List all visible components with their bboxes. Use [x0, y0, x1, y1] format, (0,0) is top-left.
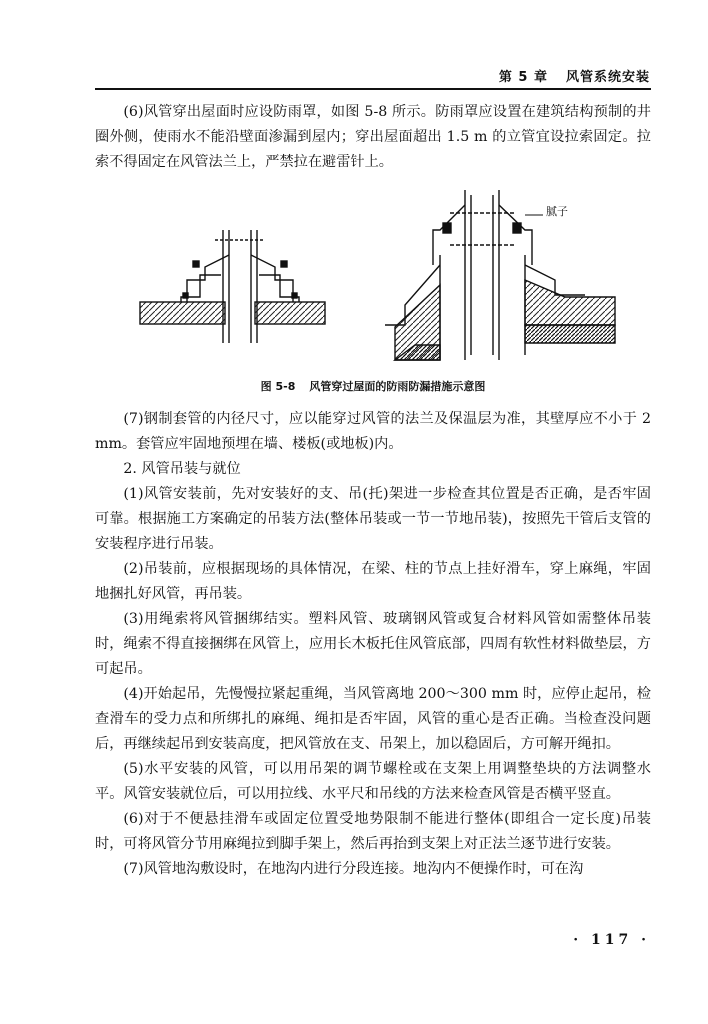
paragraph: (7)风管地沟敷设时，在地沟内进行分段连接。地沟内不便操作时，可在沟 — [123, 861, 584, 877]
figure-caption — [95, 378, 651, 394]
paragraph: (4)开始起吊，先慢慢拉紧起重绳，当风管离地 200～300 mm 时，应停止起吊，检查滑车的受力点和所绑扎的麻绳、绳扣是否牢固，风管的重心是否正确。当检查没问题后，再继续起吊到安装高度，把风管放在支、吊架上，加以稳固后，方可解开绳扣。 — [95, 686, 651, 752]
left-roof-detail — [140, 230, 325, 343]
paragraph: (2)吊装前，应根据现场的具体情况，在梁、柱的节点上挂好滑车，穿上麻绳，牢固地捆扎好风管，再吊装。 — [95, 561, 651, 602]
section-heading: 2. 风管吊装与就位 — [123, 461, 241, 477]
header-rule — [95, 88, 651, 90]
figure-5-8 — [95, 185, 651, 375]
paragraph: (5)水平安装的风管，可以用吊架的调节螺栓或在支架上用调整垫块的方法调整水平。风管安装就位后，可以用拉线、水平尺和吊线的方法来检查风管是否横平竖直。 — [95, 761, 651, 802]
paragraph: (1)风管安装前，先对安装好的支、吊(托)架进一步检查其位置是否正确，是否牢固可靠。根据施工方案确定的吊装方法(整体吊装或一节一节地吊装)，按照先干管后支管的安装程序进行吊装。 — [95, 486, 651, 552]
paragraph: (3)用绳索将风管捆绑结实。塑料风管、玻璃钢风管或复合材料风管如需整体吊装时，绳索不得直接捆绑在风管上，应用长木板托住风管底部，四周有软性材料做垫层，方可起吊。 — [95, 611, 651, 677]
text-block-top — [95, 100, 651, 175]
figure-title: 风管穿过屋面的防雨防漏措施示意图 — [309, 380, 486, 393]
paragraph: (6)对于不便悬挂滑车或固定位置受地势限制不能进行整体(即组合一定长度)吊装时，可将风管分节用麻绳拉到脚手架上，然后再抬到支架上对正法兰逐节进行安装。 — [95, 811, 651, 852]
figure-number: 图 5-8 — [260, 380, 296, 393]
running-header — [95, 66, 650, 85]
chapter-title: 风管系统安装 — [565, 70, 650, 85]
text-block-bottom — [95, 407, 651, 882]
putty-label: 腻子 — [546, 205, 568, 218]
right-roof-detail — [385, 190, 615, 360]
page-number: · 117 · — [573, 932, 650, 948]
chapter-number: 第 5 章 — [498, 70, 548, 85]
paragraph: (6)风管穿出屋面时应设防雨罩，如图 5-8 所示。防雨罩应设置在建筑结构预制的井圈外侧，使雨水不能沿壁面渗漏到屋内；穿出屋面超出 1.5 m 的立管宜设拉索固定。拉索不得固定在风管法兰上，严禁拉在避雷针上。 — [95, 104, 651, 170]
paragraph: (7)钢制套管的内径尺寸，应以能穿过风管的法兰及保温层为准，其壁厚应不小于 2 mm。套管应牢固地预埋在墙、楼板(或地板)内。 — [95, 411, 651, 452]
